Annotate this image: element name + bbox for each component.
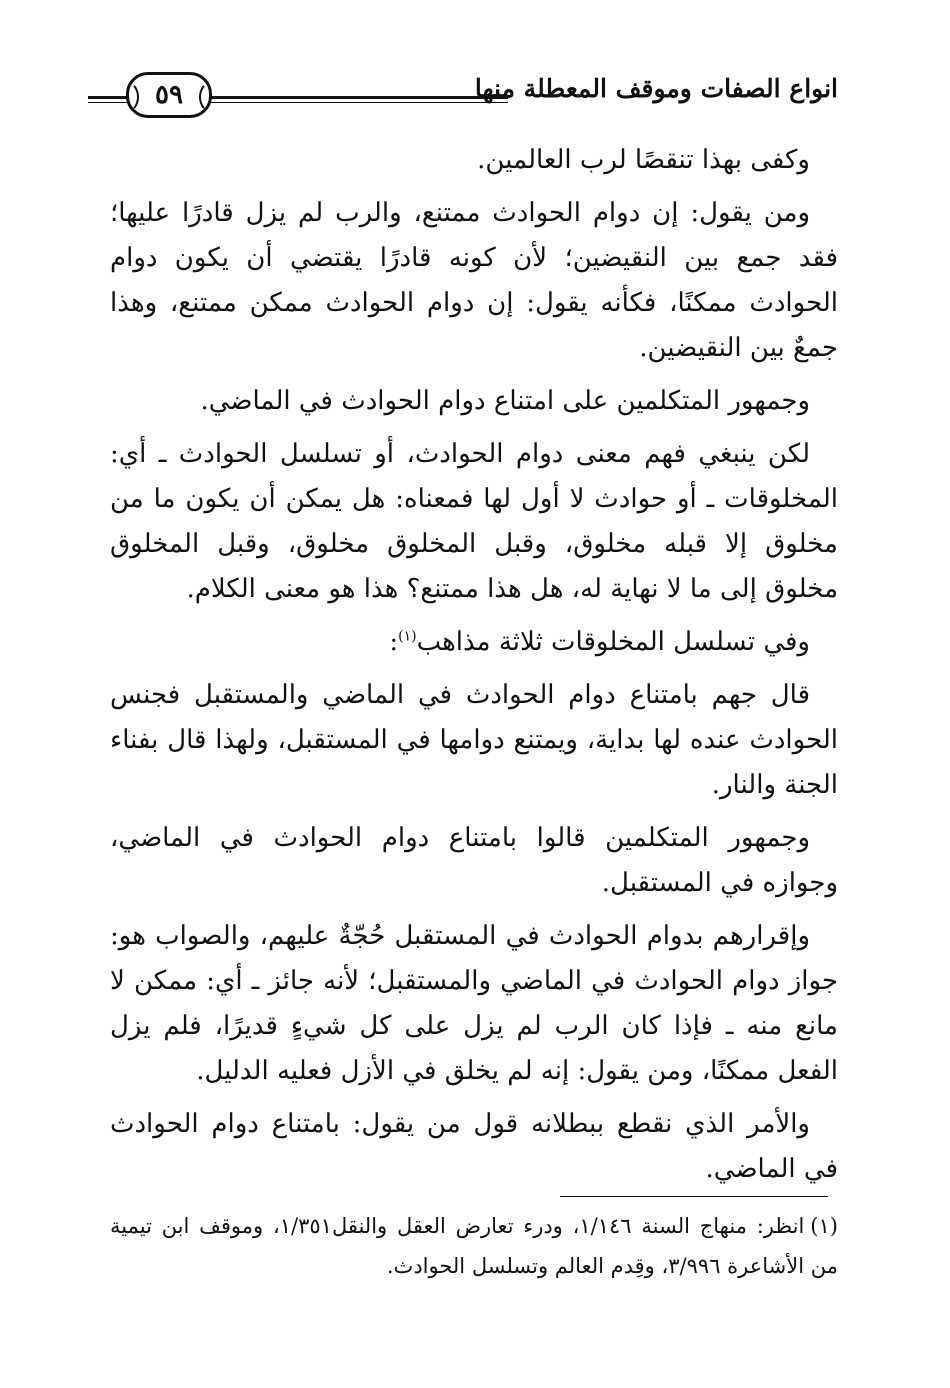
- paragraph: لكن ينبغي فهم معنى دوام الحوادث، أو تسلسل الحوادث ـ أي: المخلوقات ـ أو حوادث لا أول لها فمعناه: هل يمكن أن يكون ما من مخلوق إلا قبله مخلوق، وقبل المخلوق مخلوق، وقبل المخلوق مخلوق إلى ما لا نهاية له، هل هذا ممتنع؟ هذا هو معنى الكلام.: [110, 439, 838, 604]
- footnote-separator: [560, 1196, 828, 1197]
- paragraph: وجمهور المتكلمين على امتناع دوام الحوادث في الماضي.: [200, 386, 810, 416]
- paragraph-text: وفي تسلسل المخلوقات ثلاثة مذاهب: [416, 627, 810, 657]
- page-number-badge: [126, 72, 212, 118]
- paragraph: وجمهور المتكلمين قالوا بامتناع دوام الحوادث في الماضي، وجوازه في المستقبل.: [110, 823, 838, 898]
- paragraph: ومن يقول: إن دوام الحوادث ممتنع، والرب لم يزل قادرًا عليها؛ فقد جمع بين النقيضين؛ لأن كونه قادرًا يقتضي أن يكون دوام الحوادث ممكنًا، فكأنه يقول: إن دوام الحوادث ممكن ممتنع، وهذا جمعٌ بين النقيضين.: [110, 198, 838, 363]
- paragraph: وإقرارهم بدوام الحوادث في المستقبل حُجّةٌ عليهم، والصواب هو: جواز دوام الحوادث في الماضي والمستقبل؛ لأنه جائز ـ أي: ممكن لا مانع منه ـ فإذا كان الرب لم يزل على كل شيءٍ قديرًا، فلم يزل الفعل ممكنًا، ومن يقول: إنه لم يخلق في الأزل فعليه الدليل.: [110, 921, 838, 1086]
- footnote-number: (١): [810, 1214, 838, 1238]
- paragraph-with-footnote: [110, 620, 838, 665]
- footnote: [110, 1206, 838, 1286]
- paragraph: قال جهم بامتناع دوام الحوادث في الماضي والمستقبل فجنس الحوادث عنده لها بداية، ويمتنع دوامها في المستقبل، ولهذا قال بفناء الجنة والنار.: [110, 680, 838, 800]
- paragraph: وكفى بهذا تنقصًا لرب العالمين.: [477, 145, 810, 175]
- footnote-reference[interactable]: (١): [398, 628, 417, 645]
- page-number: ٥٩: [155, 80, 183, 110]
- paragraph-suffix: :: [389, 627, 399, 657]
- footnote-text: انظر: منهاج السنة ١/١٤٦، ودرء تعارض العقل والنقل١/٣٥١، وموقف ابن تيمية من الأشاعرة ٣/٩٩٦، وقِدم العالم وتسلسل الحوادث.: [110, 1214, 838, 1278]
- paragraph: والأمر الذي نقطع ببطلانه قول من يقول: بامتناع دوام الحوادث في الماضي.: [110, 1109, 838, 1184]
- body-text: [110, 138, 838, 1200]
- running-title: انواع الصفات وموقف المعطلة منها: [474, 74, 838, 103]
- page-header: [88, 62, 838, 122]
- footnotes: [110, 1206, 838, 1286]
